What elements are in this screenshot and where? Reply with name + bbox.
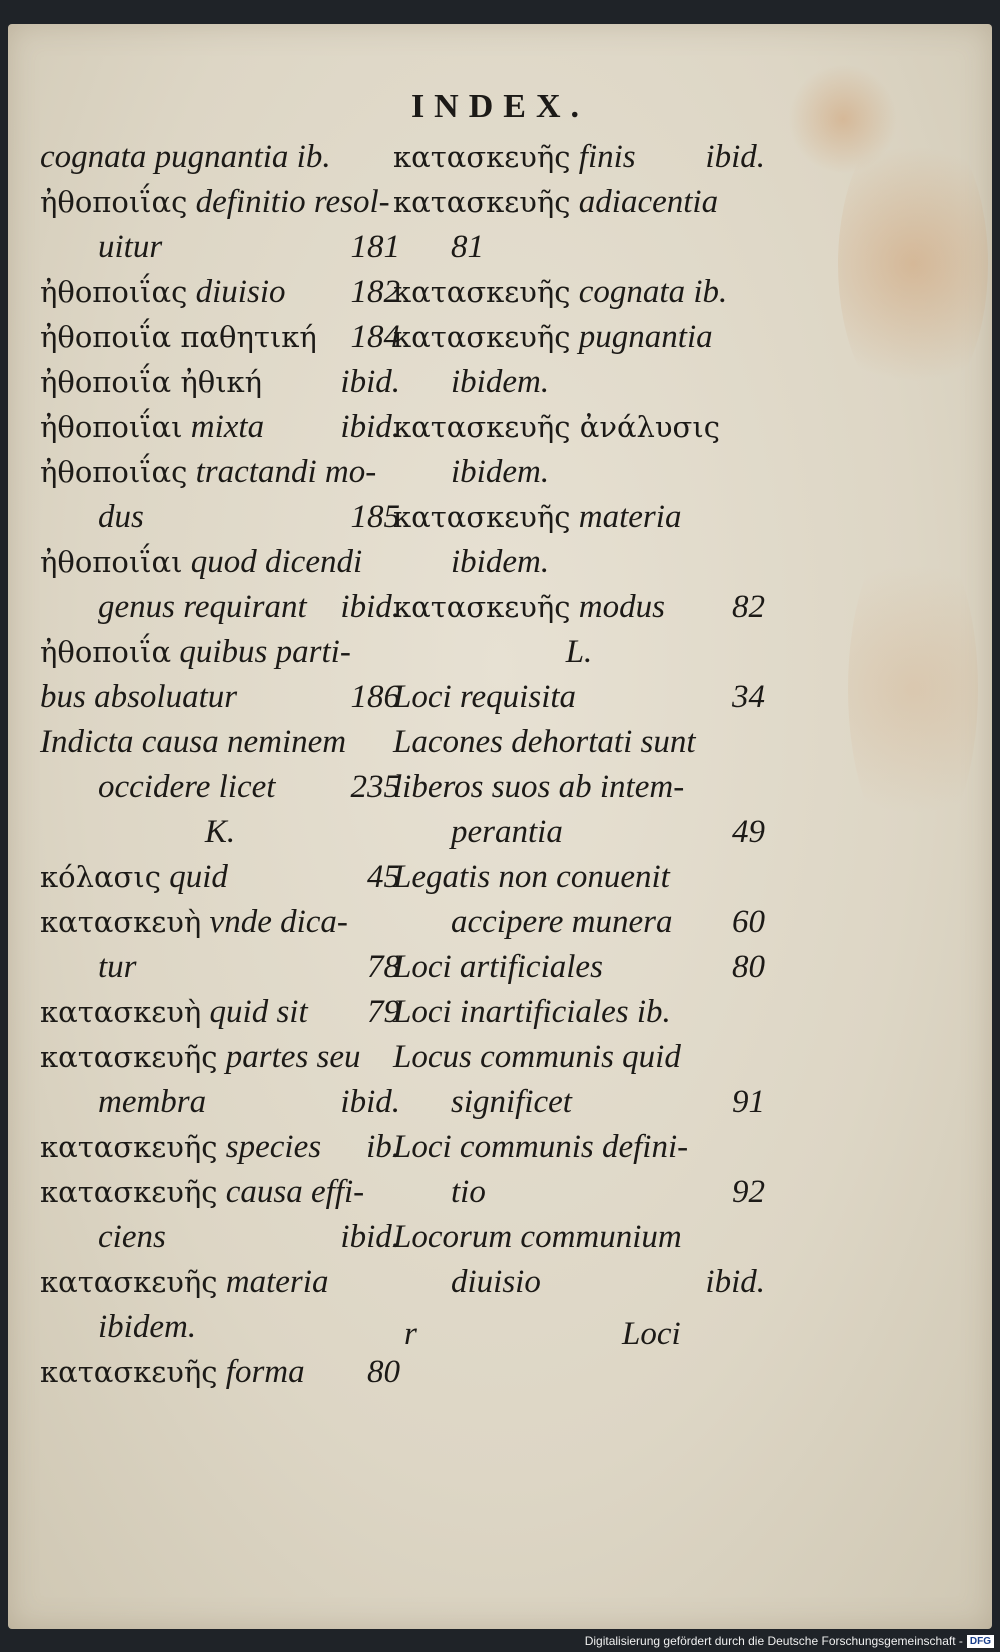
entry-term: [40, 360, 262, 405]
water-stain: [788, 64, 898, 174]
latin-term: occidere licet: [98, 769, 276, 805]
page-reference: 181: [350, 229, 400, 265]
latin-term: diuisio: [451, 1264, 541, 1300]
entry-term: [393, 135, 636, 180]
entry-term: [40, 270, 286, 315]
greek-term: ἠθοποιΐας: [40, 455, 188, 489]
index-entry: [40, 360, 400, 405]
index-entry: [40, 1305, 400, 1350]
entry-term: [98, 495, 144, 540]
page-reference: ibid.: [705, 1264, 765, 1300]
greek-term: ἠθοποιΐα ἠθική: [40, 365, 263, 399]
latin-term: Lacones dehortati sunt: [393, 724, 696, 760]
index-entry: [393, 810, 765, 855]
index-entry: [40, 180, 400, 225]
index-entry: [393, 135, 765, 180]
latin-term: materia: [225, 1264, 329, 1300]
entry-term: [40, 720, 346, 765]
greek-term: κατασκευῆς: [40, 1175, 218, 1209]
latin-term: bus absoluatur: [40, 679, 238, 715]
index-entry: [393, 855, 765, 900]
index-entry: [40, 585, 400, 630]
entry-term: [451, 360, 549, 405]
index-entry: [40, 405, 400, 450]
latin-term: liberos suos ab intem-: [393, 769, 685, 805]
latin-term: quod dicendi: [190, 544, 363, 580]
index-entry: [40, 495, 400, 540]
index-entry: [393, 1170, 765, 1215]
index-entry: [393, 540, 765, 585]
entry-term: [40, 135, 331, 180]
entry-term: [393, 855, 670, 900]
entry-term: [40, 1350, 305, 1395]
index-entry: [393, 990, 765, 1035]
index-entry: [40, 1350, 400, 1395]
latin-term: ciens: [98, 1219, 166, 1255]
latin-term: causa effi-: [225, 1174, 365, 1210]
page-reference: ibid.: [340, 364, 400, 400]
entry-term: [98, 1080, 206, 1125]
page-header: INDEX.: [410, 88, 590, 125]
catchword: Loci: [622, 1316, 681, 1352]
greek-term: ἠθοποιΐα: [40, 635, 172, 669]
entry-term: [393, 765, 684, 810]
latin-term: Loci inartificiales ib.: [393, 994, 671, 1030]
page-reference: 185: [350, 499, 400, 535]
latin-term: adiacentia: [578, 184, 719, 220]
latin-term: diuisio: [195, 274, 286, 310]
entry-term: [98, 765, 275, 810]
index-entry: [393, 1215, 765, 1260]
index-entry: [393, 180, 765, 225]
greek-term: κατασκευῆς ἀνάλυσις: [393, 410, 720, 444]
entry-term: [393, 945, 603, 990]
index-entry: [40, 900, 400, 945]
entry-term: [98, 585, 307, 630]
index-entry: [393, 765, 765, 810]
page-reference: 45: [367, 859, 400, 895]
greek-term: ἠθοποιΐαι: [40, 545, 183, 579]
latin-term: cognata ib.: [578, 274, 728, 310]
entry-term: [393, 585, 665, 630]
entry-term: [451, 900, 672, 945]
index-entry: [393, 900, 765, 945]
index-entry: [393, 495, 765, 540]
latin-term: Locus communis quid: [393, 1039, 681, 1075]
index-entry: [393, 630, 765, 675]
entry-term: [451, 1260, 541, 1305]
entry-term: [393, 1215, 682, 1260]
water-stain: [848, 524, 978, 854]
greek-term: ἠθοποιΐαι: [40, 410, 183, 444]
greek-term: κατασκευῆς: [393, 185, 571, 219]
entry-term: [451, 1170, 486, 1215]
index-entry: [40, 630, 400, 675]
page-reference: 49: [732, 814, 765, 850]
index-entry: [40, 765, 400, 810]
entry-term: [40, 450, 376, 495]
entry-term: [40, 1170, 364, 1215]
latin-term: species: [225, 1129, 322, 1165]
signature-mark: r: [404, 1316, 417, 1352]
latin-term: modus: [578, 589, 665, 625]
latin-term: mixta: [190, 409, 265, 445]
greek-term: κατασκευὴ: [40, 905, 202, 939]
page-reference: 91: [732, 1084, 765, 1120]
index-entry: [40, 315, 400, 360]
entry-term: [451, 810, 563, 855]
latin-term: ibidem.: [451, 454, 550, 490]
latin-term: L.: [565, 634, 593, 670]
index-entry: [40, 1080, 400, 1125]
latin-term: dus: [98, 499, 144, 535]
latin-term: K.: [204, 814, 236, 850]
entry-term: [98, 225, 162, 270]
latin-term: vnde dica-: [209, 904, 348, 940]
index-entry: [40, 1035, 400, 1080]
page-reference: 34: [732, 679, 765, 715]
latin-term: significet: [451, 1084, 572, 1120]
digitization-credit: [585, 1634, 994, 1648]
index-entry: [393, 675, 765, 720]
page-reference: 235: [350, 769, 400, 805]
latin-term: membra: [98, 1084, 207, 1120]
entry-term: [98, 1305, 196, 1350]
latin-term: perantia: [451, 814, 563, 850]
page-reference: 186: [350, 679, 400, 715]
entry-term: [393, 1125, 688, 1170]
page-reference: ibid.: [340, 1219, 400, 1255]
index-entry: [393, 405, 765, 450]
latin-term: definitio resol-: [195, 184, 390, 220]
latin-term: ibidem.: [98, 1309, 197, 1345]
index-entry: [40, 270, 400, 315]
page-reference: 80: [367, 1354, 400, 1390]
entry-term: [40, 900, 348, 945]
latin-term: forma: [225, 1354, 305, 1390]
entry-term: [393, 315, 713, 360]
greek-term: κατασκευῆς: [393, 320, 571, 354]
page-reference: 80: [732, 949, 765, 985]
latin-term: finis: [578, 139, 636, 175]
greek-term: ἠθοποιΐα παθητική: [40, 320, 317, 354]
greek-term: κατασκευῆς: [393, 590, 571, 624]
entry-term: [98, 1215, 166, 1260]
greek-term: κατασκευῆς: [40, 1265, 218, 1299]
page-reference: 78: [367, 949, 400, 985]
page-reference: ibid.: [340, 409, 400, 445]
entry-term: [451, 450, 549, 495]
latin-term: cognata pugnantia ib.: [40, 139, 331, 175]
entry-term: [40, 990, 308, 1035]
latin-term: Legatis non conuenit: [393, 859, 670, 895]
page-reference: ibid.: [340, 1084, 400, 1120]
page-reference: ibid.: [705, 139, 765, 175]
index-entry: [393, 360, 765, 405]
index-entry: [393, 450, 765, 495]
entry-term: [40, 405, 264, 450]
greek-term: κατασκευῆς: [40, 1355, 218, 1389]
dfg-logo: DFG: [967, 1635, 994, 1648]
entry-term: [40, 315, 317, 360]
latin-term: tur: [98, 949, 137, 985]
entry-term: [393, 495, 681, 540]
index-entry: [393, 945, 765, 990]
index-left-column: [40, 135, 400, 1395]
greek-term: κατασκευὴ: [40, 995, 202, 1029]
latin-term: Loci communis defini-: [393, 1129, 689, 1165]
index-entry: [393, 315, 765, 360]
entry-term: [40, 1125, 321, 1170]
entry-term: [40, 180, 390, 225]
index-entry: [40, 1260, 400, 1305]
entry-term: [205, 810, 235, 855]
latin-term: accipere munera: [451, 904, 673, 940]
entry-term: [566, 630, 593, 675]
latin-term: tio: [451, 1174, 486, 1210]
index-entry: [40, 135, 400, 180]
greek-term: ἠθοποιΐας: [40, 185, 188, 219]
latin-term: tractandi mo-: [195, 454, 377, 490]
entry-term: [40, 630, 351, 675]
latin-term: quid sit: [209, 994, 308, 1030]
index-right-column: [393, 135, 765, 1305]
index-entry: [393, 585, 765, 630]
index-entry: [40, 540, 400, 585]
page-reference: ib.: [366, 1129, 400, 1165]
entry-term: [393, 180, 718, 225]
entry-term: [393, 405, 720, 450]
latin-term: Loci artificiales: [393, 949, 603, 985]
latin-term: Locorum communium: [393, 1219, 682, 1255]
credit-text: Digitalisierung gefördert durch die Deutsche Forschungsgemeinschaft -: [584, 1634, 963, 1648]
entry-term: [40, 855, 228, 900]
entry-term: [40, 1260, 328, 1305]
latin-term: 81: [451, 229, 484, 265]
index-entry: [40, 225, 400, 270]
index-entry: [393, 720, 765, 765]
page-reference: ibid.: [340, 589, 400, 625]
index-entry: [40, 855, 400, 900]
index-entry: [393, 270, 765, 315]
page-reference: 79: [367, 994, 400, 1030]
index-entry: [393, 1035, 765, 1080]
entry-term: [393, 1035, 681, 1080]
index-entry: [393, 1080, 765, 1125]
page-reference: 82: [732, 589, 765, 625]
index-entry: [393, 1125, 765, 1170]
entry-term: [40, 1035, 361, 1080]
greek-term: κατασκευῆς: [393, 500, 571, 534]
greek-term: κατασκευῆς: [393, 140, 571, 174]
greek-term: κόλασις: [40, 860, 161, 894]
greek-term: κατασκευῆς: [40, 1040, 218, 1074]
index-entry: [393, 1260, 765, 1305]
index-entry: [40, 720, 400, 765]
entry-term: [98, 945, 137, 990]
index-entry: [40, 810, 400, 855]
latin-term: quibus parti-: [179, 634, 351, 670]
latin-term: genus requirant: [98, 589, 307, 625]
latin-term: ibidem.: [451, 544, 550, 580]
page-reference: 92: [732, 1174, 765, 1210]
greek-term: ἠθοποιΐας: [40, 275, 188, 309]
entry-term: [451, 540, 549, 585]
index-entry: [40, 1170, 400, 1215]
greek-term: κατασκευῆς: [40, 1130, 218, 1164]
latin-term: partes seu: [225, 1039, 361, 1075]
latin-term: Loci requisita: [393, 679, 577, 715]
page-reference: 184: [350, 319, 400, 355]
latin-term: Indicta causa neminem: [40, 724, 347, 760]
entry-term: [451, 1080, 572, 1125]
latin-term: uitur: [98, 229, 163, 265]
entry-term: [393, 720, 696, 765]
index-entry: [40, 1125, 400, 1170]
index-entry: [40, 1215, 400, 1260]
entry-term: [40, 540, 362, 585]
latin-term: ibidem.: [451, 364, 550, 400]
entry-term: [393, 675, 576, 720]
index-entry: [40, 990, 400, 1035]
index-entry: [40, 675, 400, 720]
latin-term: quid: [169, 859, 228, 895]
entry-term: [40, 675, 237, 720]
page-reference: 60: [732, 904, 765, 940]
index-entry: [40, 450, 400, 495]
page-reference: 182: [350, 274, 400, 310]
entry-term: [451, 225, 484, 270]
entry-term: [393, 270, 727, 315]
latin-term: materia: [578, 499, 682, 535]
greek-term: κατασκευῆς: [393, 275, 571, 309]
index-entry: [40, 945, 400, 990]
entry-term: [393, 990, 671, 1035]
index-entry: [393, 225, 765, 270]
latin-term: pugnantia: [578, 319, 713, 355]
